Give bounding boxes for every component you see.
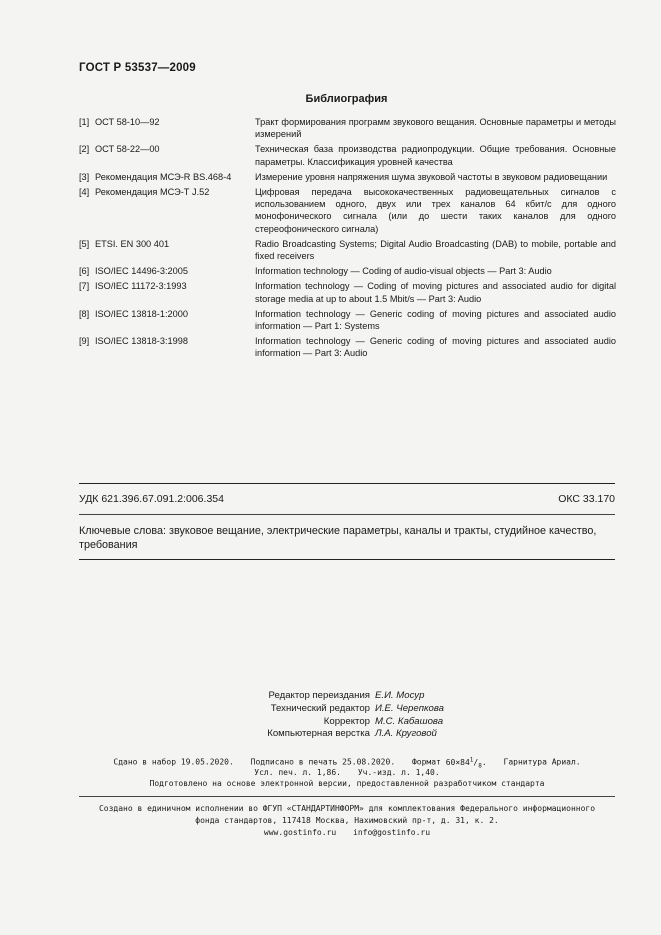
entry-document: ISO/IEC 11172-3:1993	[95, 281, 187, 292]
entry-document: ОСТ 58-22—00	[95, 144, 160, 155]
format-label: Формат	[411, 757, 441, 767]
entry-number: [8]	[79, 308, 90, 319]
bibliography-list	[79, 116, 616, 363]
entry-number: [9]	[79, 336, 90, 347]
entry-description: Information technology — Coding of audio-visual objects — Part 3: Audio	[255, 266, 552, 277]
signed-date: Подписано в печать 25.08.2020.	[250, 757, 396, 767]
bibliography-entry	[79, 280, 616, 304]
entry-number: [4]	[79, 187, 90, 198]
entry-description: Information technology — Generic coding of moving pictures and associated audio information — Part 3: Audio	[255, 336, 616, 359]
editor-role: Компьютерная верстка	[267, 728, 370, 740]
entry-number: [7]	[79, 281, 90, 292]
entry-document: ISO/IEC 14496-3:2005	[95, 266, 188, 277]
bibliography-entry	[79, 308, 616, 332]
editor-person: М.С. Кабашова	[375, 715, 444, 727]
entry-number: [5]	[79, 238, 90, 249]
editor-role: Корректор	[323, 715, 370, 727]
entry-description: Information technology — Generic coding of moving pictures and associated audio information — Part 1: Systems	[255, 308, 616, 332]
bibliography-entry	[79, 186, 616, 235]
divider	[79, 796, 615, 797]
entry-description: Radio Broadcasting Systems; Digital Audio Broadcasting (DAB) to mobile, portable and fixed receivers	[255, 238, 616, 262]
divider	[79, 483, 615, 484]
footer-line: Создано в единичном исполнении во ФГУП «СТАНДАРТИНФОРМ» для комплектования Федерального информационного	[98, 804, 596, 813]
editor-row	[200, 703, 500, 716]
editor-row	[200, 728, 500, 741]
submitted-date: Сдано в набор 19.05.2020.	[113, 757, 234, 767]
entry-number: [3]	[79, 171, 90, 182]
publisher-sheets: Уч.-изд. л. 1,40.	[357, 768, 440, 777]
editor-role: Редактор переиздания	[268, 690, 370, 701]
classification-row	[79, 493, 615, 505]
entry-number: [6]	[79, 266, 90, 277]
editor-person: Е.И. Мосур	[375, 690, 425, 701]
entry-document: ISO/IEC 13818-1:2000	[95, 308, 188, 319]
entry-number: [2]	[79, 144, 90, 155]
entry-description: Техническая база производства радиопродукции. Общие требования. Основные параметры. Классификация уровней качества	[255, 144, 616, 167]
entry-description: Цифровая передача высококачественных радиовещательных сигналов с использованием одного, двух или трех каналов 64 кбит/с для одного монофонического сигнала (или до шести таких каналов для одного стереофонического сигнала)	[255, 187, 616, 234]
standard-number: ГОСТ Р 53537—2009	[79, 62, 196, 74]
print-sheets: Усл. печ. л. 1,86.	[254, 768, 341, 777]
imprint-basis: Подготовлено на основе электронной версии, предоставленной разработчиком стандарта	[149, 779, 545, 788]
editor-role: Технический редактор	[270, 702, 370, 714]
editor-row	[200, 716, 500, 729]
email-link[interactable]: info@gostinfo.ru	[353, 828, 431, 837]
website-link[interactable]: www.gostinfo.ru	[263, 828, 337, 837]
format-value: $60\times 84^1/_8$.	[445, 756, 487, 770]
entry-document: ОСТ 58-10—92	[95, 117, 160, 127]
footer-contacts	[79, 827, 615, 839]
bibliography-title: Библиография	[305, 93, 388, 105]
entry-description: Тракт формирования программ звукового вещания. Основные параметры и методы измерений	[255, 117, 616, 140]
bibliography-entry	[79, 116, 616, 140]
entry-document: Рекомендация МСЭ-R BS.468-4	[95, 171, 232, 182]
bibliography-entry	[79, 143, 616, 167]
footer-line: фонда стандартов, 117418 Москва, Нахимовский пр-т, д. 31, к. 2.	[195, 816, 499, 825]
keywords: Ключевые слова: звуковое вещание, электрические параметры, каналы и тракты, студийное качество, требования	[79, 525, 597, 551]
oks-code: ОКС 33.170	[558, 493, 615, 505]
entry-document: ETSI. EN 300 401	[95, 238, 170, 249]
entry-number: [1]	[79, 117, 90, 127]
divider	[79, 514, 615, 515]
editorial-credits	[200, 690, 500, 741]
entry-document: Рекомендация МСЭ-Т J.52	[95, 187, 210, 198]
entry-document: ISO/IEC 13818-3:1998	[95, 336, 188, 347]
udk-code: УДК 621.396.67.091.2:006.354	[79, 493, 224, 505]
bibliography-entry	[79, 238, 616, 262]
entry-description: Измерение уровня напряжения шума звуковой частоты в звуковом радиовещании	[255, 171, 608, 182]
editor-person: И.Е. Черепкова	[375, 702, 445, 714]
editor-person: Л.А. Круговой	[375, 728, 437, 740]
typeface: Гарнитура Ариал.	[503, 757, 581, 767]
editor-row	[200, 690, 500, 703]
entry-description: Information technology — Coding of moving pictures and associated audio for digital storage media at up to about 1.5 Mbit/s — Part 3: Audio	[255, 281, 616, 304]
imprint-line	[79, 768, 615, 777]
bibliography-entry	[79, 335, 616, 359]
divider	[79, 559, 615, 560]
bibliography-entry	[79, 171, 616, 183]
bibliography-entry	[79, 265, 616, 277]
